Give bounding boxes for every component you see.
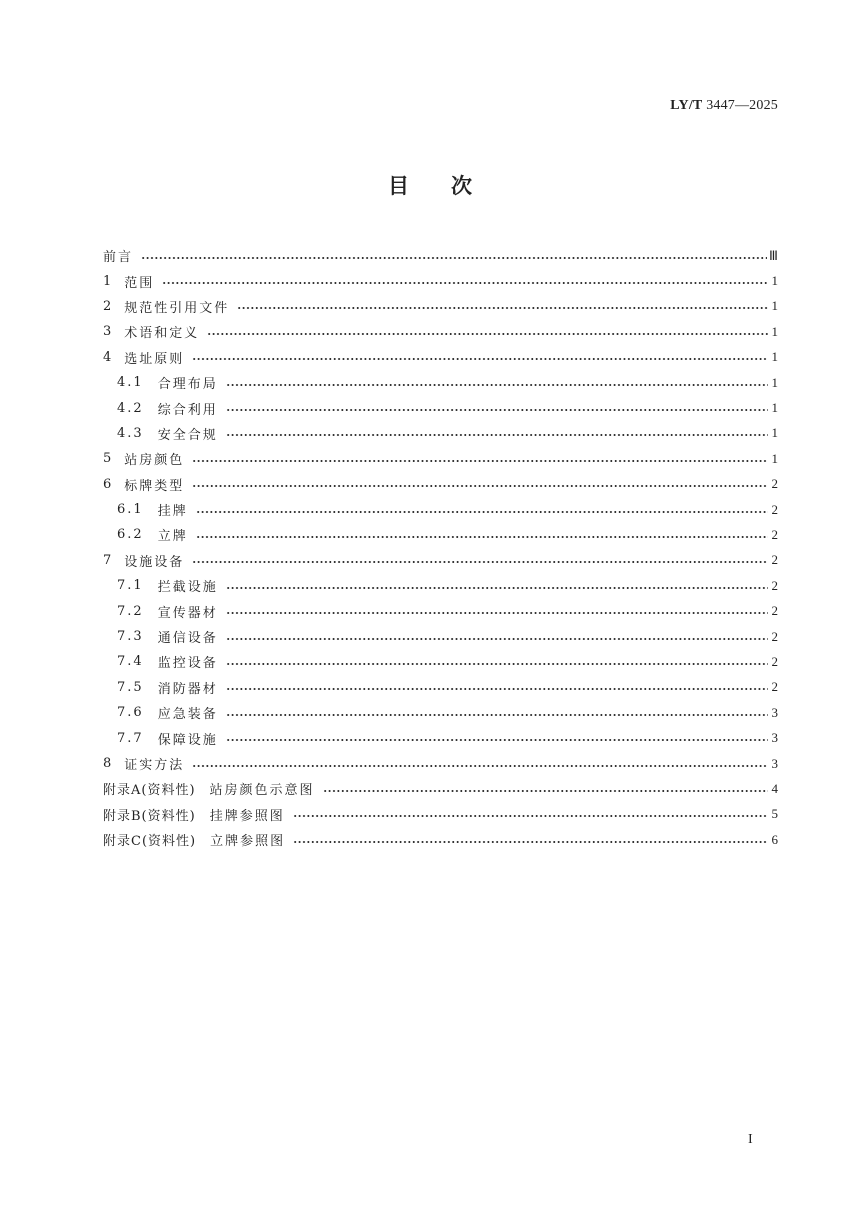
- toc-entry-number: 8: [103, 756, 113, 771]
- toc-entry[interactable]: [103, 370, 778, 395]
- toc-entry-title: 标牌类型: [124, 478, 185, 494]
- toc-entry-number: 7.1: [117, 578, 144, 594]
- toc-entry-title: 合理布局: [157, 377, 218, 393]
- toc-dot-leader: [196, 511, 768, 513]
- toc-dot-leader: [196, 536, 768, 538]
- toc-entry-title: 监控设备: [157, 656, 218, 672]
- toc-entry-number: 7.3: [117, 629, 144, 645]
- toc-entry-page: 2: [771, 476, 778, 492]
- toc-dot-leader: [192, 460, 768, 462]
- toc-entry-page: 3: [771, 704, 778, 720]
- toc-entry-page: 2: [771, 577, 778, 593]
- toc-dot-leader: [226, 688, 768, 690]
- toc-entry-page: 2: [771, 679, 778, 695]
- toc-entry-number: 4.2: [117, 400, 144, 416]
- toc-entry-page: 2: [771, 526, 778, 542]
- toc-entry[interactable]: [103, 522, 778, 547]
- toc-dot-leader: [323, 790, 768, 792]
- toc-entry[interactable]: [103, 776, 778, 801]
- toc-dot-leader: [226, 739, 768, 741]
- toc-entry-page: 1: [771, 400, 778, 416]
- toc-entry-title: 立牌参照图: [210, 834, 286, 850]
- toc-entry[interactable]: [103, 573, 778, 598]
- toc-entry-title: 规范性引用文件: [124, 300, 230, 316]
- toc-dot-leader: [226, 714, 768, 716]
- standard-prefix: LY/T: [670, 98, 703, 113]
- toc-dot-leader: [226, 587, 768, 589]
- toc-dot-leader: [226, 638, 768, 640]
- toc-entry-title: 站房颜色: [124, 453, 185, 469]
- toc-dot-leader: [192, 358, 768, 360]
- toc-entry-number: 7.4: [117, 654, 144, 670]
- toc-entry-page: 3: [771, 755, 778, 771]
- toc-appendix-label: 附录C(资料性): [103, 834, 197, 850]
- toc-entry[interactable]: [103, 700, 778, 725]
- toc-dot-leader: [162, 282, 768, 284]
- toc-appendix-label: 附录A(资料性): [103, 783, 196, 799]
- toc-entry-number: 3: [103, 324, 113, 340]
- toc-dot-leader: [192, 485, 768, 487]
- toc-entry-title: 通信设备: [157, 631, 218, 647]
- toc-entry[interactable]: [103, 319, 778, 344]
- toc-entry-page: 3: [771, 730, 778, 746]
- toc-entry[interactable]: [103, 243, 778, 268]
- toc-entry-page: 1: [771, 298, 778, 314]
- toc-entry-page: 1: [771, 273, 778, 289]
- toc-entry-page: 2: [771, 552, 778, 568]
- toc-entry-title: 立牌: [157, 529, 188, 545]
- toc-entry[interactable]: [103, 395, 778, 420]
- toc-entry-title: 拦截设施: [157, 580, 218, 596]
- toc-entry-title: 保障设施: [157, 732, 218, 748]
- toc-entry-number: 7: [103, 552, 113, 568]
- toc-title-part2: 次: [451, 174, 472, 198]
- toc-entry-page: 6: [771, 831, 778, 847]
- toc-dot-leader: [226, 384, 768, 386]
- toc-entry-number: 4.3: [117, 425, 144, 441]
- toc-appendix-label: 附录B(资料性): [103, 808, 196, 824]
- toc-entry-title: 选址原则: [124, 351, 185, 367]
- toc-entry[interactable]: [103, 598, 778, 623]
- toc-entry[interactable]: [103, 497, 778, 522]
- toc-entry[interactable]: [103, 802, 778, 827]
- toc-entry[interactable]: [103, 421, 778, 446]
- toc-dot-leader: [226, 409, 768, 411]
- standard-number: 3447—2025: [706, 98, 778, 113]
- toc-entry-number: 6.2: [117, 527, 144, 543]
- toc-entry-number: 7.5: [117, 679, 144, 695]
- toc-entry-number: 6.1: [117, 502, 144, 518]
- toc-dot-leader: [226, 663, 768, 665]
- toc-dot-leader: [293, 841, 768, 843]
- toc-entry-title: 站房颜色示意图: [209, 783, 315, 799]
- toc-entry[interactable]: [103, 725, 778, 750]
- toc-entry-page: 1: [771, 450, 778, 466]
- table-of-contents: [103, 243, 778, 852]
- toc-entry-page: 1: [771, 425, 778, 441]
- toc-entry[interactable]: [103, 548, 778, 573]
- toc-entry-number: 5: [103, 451, 113, 467]
- toc-entry-title: 设施设备: [124, 554, 185, 570]
- toc-entry-page: 5: [771, 806, 778, 822]
- toc-entry-page: 1: [771, 374, 778, 390]
- toc-entry-title: 消防器材: [157, 681, 218, 697]
- toc-entry[interactable]: [103, 446, 778, 471]
- toc-entry-title: 宣传器材: [157, 605, 218, 621]
- toc-entry[interactable]: [103, 751, 778, 776]
- toc-dot-leader: [192, 561, 768, 563]
- toc-dot-leader: [237, 307, 768, 309]
- toc-title-part1: 目: [388, 174, 409, 198]
- toc-title: [0, 170, 860, 200]
- toc-entry-page: 2: [771, 603, 778, 619]
- toc-entry-number: 4: [103, 349, 113, 365]
- toc-entry-page: 2: [771, 653, 778, 669]
- toc-entry[interactable]: [103, 675, 778, 700]
- toc-entry-page: 2: [771, 628, 778, 644]
- toc-entry-title: 挂牌参照图: [209, 808, 285, 824]
- toc-entry-title: 安全合规: [157, 427, 218, 443]
- footer-page-number: I: [748, 1132, 753, 1147]
- toc-dot-leader: [192, 765, 768, 767]
- toc-entry-page: 1: [771, 349, 778, 365]
- toc-entry[interactable]: [103, 624, 778, 649]
- toc-entry-number: 4.1: [117, 375, 144, 391]
- toc-entry[interactable]: [103, 345, 778, 370]
- toc-entry-number: 7.2: [117, 603, 144, 619]
- toc-entry-page: Ⅲ: [769, 247, 778, 263]
- toc-entry-title: 综合利用: [157, 402, 218, 418]
- toc-entry[interactable]: [103, 268, 778, 293]
- toc-dot-leader: [141, 257, 767, 259]
- toc-entry-number: 2: [103, 298, 113, 314]
- toc-entry-title: 术语和定义: [124, 326, 200, 342]
- standard-code: [670, 98, 778, 114]
- toc-entry-title: 挂牌: [157, 504, 188, 520]
- toc-entry-title: 范围: [124, 275, 155, 291]
- toc-entry-title: 证实方法: [124, 758, 185, 773]
- toc-entry[interactable]: [103, 472, 778, 497]
- toc-entry[interactable]: [103, 649, 778, 674]
- toc-entry-page: 1: [771, 323, 778, 339]
- toc-entry-page: 2: [771, 501, 778, 517]
- toc-entry-page: 4: [771, 780, 778, 796]
- toc-entry-number: 7.6: [117, 705, 144, 721]
- toc-dot-leader: [207, 333, 768, 335]
- toc-dot-leader: [293, 815, 768, 817]
- toc-dot-leader: [226, 612, 768, 614]
- toc-entry-number: 7.7: [117, 730, 144, 746]
- toc-entry[interactable]: [103, 827, 778, 852]
- toc-dot-leader: [226, 434, 768, 436]
- toc-entry-number: 6: [103, 476, 113, 492]
- toc-entry-number: 1: [103, 273, 113, 289]
- toc-entry-title: 前言: [103, 250, 134, 266]
- toc-entry[interactable]: [103, 294, 778, 319]
- toc-entry-title: 应急装备: [157, 707, 218, 723]
